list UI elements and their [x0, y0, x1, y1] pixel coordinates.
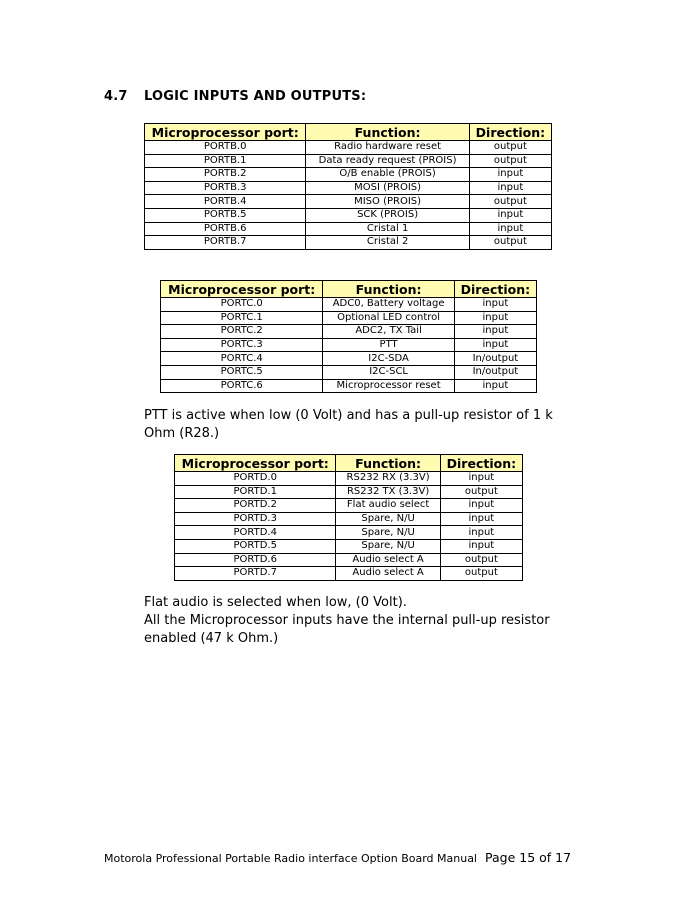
table-row: [175, 485, 523, 499]
function-cell: Spare, N/U: [336, 539, 440, 553]
port-cell: PORTB.6: [145, 222, 306, 236]
port-cell: PORTB.4: [145, 195, 306, 209]
header-port: Microprocessor port:: [175, 455, 336, 472]
port-cell: PORTC.4: [161, 352, 323, 366]
direction-cell: input: [440, 526, 522, 540]
direction-cell: output: [440, 553, 522, 567]
function-cell: Audio select A: [336, 567, 440, 581]
direction-cell: input: [454, 379, 536, 393]
audio-notes: [144, 594, 550, 648]
function-cell: Microprocessor reset: [323, 379, 454, 393]
page-number: Page 15 of 17: [485, 850, 572, 865]
direction-cell: input: [454, 298, 536, 312]
port-cell: PORTB.2: [145, 168, 306, 182]
function-cell: MISO (PROIS): [306, 195, 469, 209]
function-cell: ADC0, Battery voltage: [323, 298, 454, 312]
ptt-note-line: Ohm (R28.): [144, 426, 220, 441]
direction-cell: output: [469, 236, 551, 250]
function-cell: I2C-SDA: [323, 352, 454, 366]
port-cell: PORTD.5: [175, 539, 336, 553]
function-cell: Radio hardware reset: [306, 141, 469, 155]
table-row: [161, 352, 537, 366]
port-cell: PORTC.2: [161, 325, 323, 339]
direction-cell: In/output: [454, 365, 536, 379]
table-row: [145, 208, 552, 222]
port-cell: PORTC.0: [161, 298, 323, 312]
direction-cell: output: [469, 195, 551, 209]
table-row: [175, 526, 523, 540]
table-row: [175, 567, 523, 581]
function-cell: RS232 RX (3.3V): [336, 472, 440, 486]
header-port: Microprocessor port:: [161, 281, 323, 298]
table-row: [161, 379, 537, 393]
port-cell: PORTB.1: [145, 154, 306, 168]
table-row: [145, 141, 552, 155]
table-row: [145, 168, 552, 182]
direction-cell: output: [440, 567, 522, 581]
table-row: [175, 472, 523, 486]
function-cell: Spare, N/U: [336, 526, 440, 540]
direction-cell: input: [440, 539, 522, 553]
direction-cell: output: [469, 141, 551, 155]
direction-cell: input: [469, 181, 551, 195]
function-cell: Flat audio select: [336, 499, 440, 513]
table-row: [175, 499, 523, 513]
direction-cell: input: [454, 338, 536, 352]
header-function: Function:: [323, 281, 454, 298]
table-row: [145, 154, 552, 168]
ptt-note-line: PTT is active when low (0 Volt) and has a pull-up resistor of 1 k: [144, 408, 553, 423]
port-cell: PORTC.3: [161, 338, 323, 352]
function-cell: Optional LED control: [323, 311, 454, 325]
note-line: All the Microprocessor inputs have the internal pull-up resistor: [144, 613, 550, 628]
port-cell: PORTD.0: [175, 472, 336, 486]
section-number: 4.7: [104, 89, 128, 104]
direction-cell: input: [469, 222, 551, 236]
table-header-row: [145, 124, 552, 141]
header-direction: Direction:: [469, 124, 551, 141]
table-row: [161, 338, 537, 352]
portb-table: [144, 123, 552, 250]
function-cell: ADC2, TX Tail: [323, 325, 454, 339]
port-cell: PORTB.0: [145, 141, 306, 155]
note-line: enabled (47 k Ohm.): [144, 631, 279, 646]
port-cell: PORTC.6: [161, 379, 323, 393]
header-direction: Direction:: [440, 455, 522, 472]
direction-cell: input: [440, 472, 522, 486]
table-row: [175, 539, 523, 553]
port-cell: PORTD.6: [175, 553, 336, 567]
function-cell: Audio select A: [336, 553, 440, 567]
section-title: LOGIC INPUTS AND OUTPUTS:: [144, 89, 367, 104]
port-cell: PORTD.2: [175, 499, 336, 513]
port-cell: PORTD.7: [175, 567, 336, 581]
direction-cell: In/output: [454, 352, 536, 366]
port-cell: PORTD.1: [175, 485, 336, 499]
direction-cell: input: [454, 311, 536, 325]
port-cell: PORTD.3: [175, 512, 336, 526]
port-cell: PORTB.3: [145, 181, 306, 195]
table-header-row: [161, 281, 537, 298]
table-row: [145, 195, 552, 209]
function-cell: RS232 TX (3.3V): [336, 485, 440, 499]
table-header-row: [175, 455, 523, 472]
header-port: Microprocessor port:: [145, 124, 306, 141]
header-direction: Direction:: [454, 281, 536, 298]
port-cell: PORTB.5: [145, 208, 306, 222]
table-row: [145, 181, 552, 195]
direction-cell: input: [440, 512, 522, 526]
function-cell: Cristal 2: [306, 236, 469, 250]
table-row: [161, 325, 537, 339]
table-row: [175, 553, 523, 567]
function-cell: I2C-SCL: [323, 365, 454, 379]
function-cell: Cristal 1: [306, 222, 469, 236]
portd-table: [174, 454, 523, 581]
table-row: [145, 222, 552, 236]
table-row: [161, 298, 537, 312]
function-cell: PTT: [323, 338, 454, 352]
section-heading: [104, 89, 366, 104]
table-row: [145, 236, 552, 250]
port-cell: PORTD.4: [175, 526, 336, 540]
header-function: Function:: [306, 124, 469, 141]
direction-cell: output: [440, 485, 522, 499]
footer-title: Motorola Professional Portable Radio interface Option Board Manual: [104, 852, 477, 865]
port-cell: PORTB.7: [145, 236, 306, 250]
table-row: [175, 512, 523, 526]
port-cell: PORTC.1: [161, 311, 323, 325]
header-function: Function:: [336, 455, 440, 472]
port-cell: PORTC.5: [161, 365, 323, 379]
table-row: [161, 311, 537, 325]
direction-cell: input: [469, 168, 551, 182]
direction-cell: output: [469, 154, 551, 168]
direction-cell: input: [440, 499, 522, 513]
function-cell: MOSI (PROIS): [306, 181, 469, 195]
page-footer: [104, 850, 571, 865]
portc-table: [160, 280, 537, 393]
table-row: [161, 365, 537, 379]
function-cell: SCK (PROIS): [306, 208, 469, 222]
direction-cell: input: [469, 208, 551, 222]
function-cell: Data ready request (PROIS): [306, 154, 469, 168]
function-cell: O/B enable (PROIS): [306, 168, 469, 182]
direction-cell: input: [454, 325, 536, 339]
note-line: Flat audio is selected when low, (0 Volt).: [144, 595, 407, 610]
function-cell: Spare, N/U: [336, 512, 440, 526]
ptt-note: [144, 407, 553, 443]
